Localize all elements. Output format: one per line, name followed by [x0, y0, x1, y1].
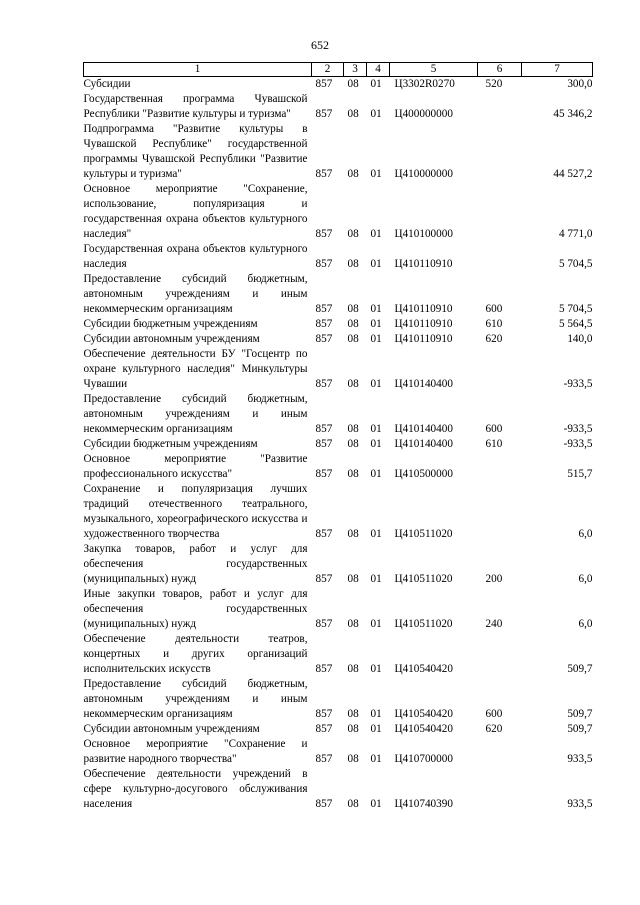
row-amount: 44 527,2	[553, 168, 593, 180]
row-name: Субсидии бюджетным учреждениям	[83, 438, 258, 450]
row-admin-code: 857	[315, 723, 333, 735]
row-amount: -933,5	[563, 438, 593, 450]
row-expense-type	[478, 347, 522, 392]
row-subsection: 01	[370, 528, 382, 540]
row-expense-type	[478, 767, 522, 812]
row-target-code: Ц410000000	[394, 168, 453, 180]
table-row	[84, 452, 593, 482]
row-subsection: 01	[370, 378, 382, 390]
row-subsection: 01	[370, 798, 382, 810]
row-admin-code: 857	[315, 318, 333, 330]
row-target-code: Ц410110910	[394, 303, 453, 315]
row-target-code: Ц410540420	[394, 708, 453, 720]
row-section: 08	[347, 618, 359, 630]
table-row	[84, 632, 593, 677]
row-expense-type	[478, 452, 522, 482]
row-subsection: 01	[370, 108, 382, 120]
row-subsection: 01	[370, 303, 382, 315]
row-amount: 515,7	[567, 468, 593, 480]
table-row	[84, 182, 593, 242]
table-row	[84, 677, 593, 722]
row-admin-code: 857	[315, 378, 333, 390]
row-subsection: 01	[370, 753, 382, 765]
row-expense-type	[478, 242, 522, 272]
row-subsection: 01	[370, 423, 382, 435]
row-amount: 5 704,5	[558, 258, 593, 270]
row-amount: 509,7	[567, 723, 593, 735]
row-subsection: 01	[370, 168, 382, 180]
row-subsection: 01	[370, 333, 382, 345]
row-expense-type: 610	[485, 318, 503, 330]
row-admin-code: 857	[315, 663, 333, 675]
row-name: Сохранение и популяризация лучших традиций отечественного театрального, музыкального, хореографического искусства и художественного творчества	[83, 483, 308, 540]
table-row	[84, 437, 593, 452]
column-header-4: 4	[367, 63, 390, 77]
row-amount: -933,5	[563, 378, 593, 390]
row-section: 08	[347, 663, 359, 675]
row-admin-code: 857	[315, 618, 333, 630]
row-amount: -933,5	[563, 423, 593, 435]
table-row	[84, 242, 593, 272]
row-admin-code: 857	[315, 798, 333, 810]
row-name: Основное мероприятие "Сохранение, использование, популяризация и государственная охрана объектов культурного наследия"	[83, 183, 308, 240]
row-target-code: Ц410511020	[394, 618, 453, 630]
row-name: Субсидии автономным учреждениям	[83, 723, 260, 735]
row-subsection: 01	[370, 438, 382, 450]
row-name: Государственная программа Чувашской Республики "Развитие культуры и туризма"	[83, 93, 308, 120]
row-target-code: Ц410740390	[394, 798, 453, 810]
row-admin-code: 857	[315, 468, 333, 480]
column-header-2: 2	[312, 63, 344, 77]
row-admin-code: 857	[315, 708, 333, 720]
row-name: Предоставление субсидий бюджетным, автономным учреждениям и иным некоммерческим организациям	[83, 393, 308, 435]
row-amount: 140,0	[567, 333, 593, 345]
row-name: Обеспечение деятельности учреждений в сфере культурно-досугового обслуживания населения	[83, 768, 308, 810]
row-admin-code: 857	[315, 438, 333, 450]
table-row	[84, 737, 593, 767]
row-expense-type: 620	[485, 333, 503, 345]
table-row	[84, 392, 593, 437]
row-name: Субсидии бюджетным учреждениям	[83, 318, 258, 330]
row-subsection: 01	[370, 618, 382, 630]
row-section: 08	[347, 333, 359, 345]
row-expense-type: 620	[485, 723, 503, 735]
row-section: 08	[347, 378, 359, 390]
row-section: 08	[347, 78, 359, 90]
row-expense-type: 610	[485, 438, 503, 450]
row-admin-code: 857	[315, 423, 333, 435]
row-section: 08	[347, 573, 359, 585]
row-amount: 300,0	[567, 78, 593, 90]
row-amount: 933,5	[567, 753, 593, 765]
row-expense-type	[478, 92, 522, 122]
row-subsection: 01	[370, 708, 382, 720]
row-name: Основное мероприятие "Сохранение и развитие народного творчества"	[83, 738, 308, 765]
row-expense-type	[478, 182, 522, 242]
table-row	[84, 587, 593, 632]
row-amount: 4 771,0	[558, 228, 593, 240]
page-number: 652	[311, 38, 329, 52]
row-amount: 6,0	[578, 618, 593, 630]
row-name: Предоставление субсидий бюджетным, автономным учреждениям и иным некоммерческим организациям	[83, 273, 308, 315]
row-name: Предоставление субсидий бюджетным, автономным учреждениям и иным некоммерческим организациям	[83, 678, 308, 720]
row-target-code: Ц3302R0270	[394, 78, 455, 90]
row-admin-code: 857	[315, 228, 333, 240]
row-name: Основное мероприятие "Развитие профессионального искусства"	[83, 453, 308, 480]
column-header-3: 3	[344, 63, 367, 77]
row-subsection: 01	[370, 78, 382, 90]
row-section: 08	[347, 708, 359, 720]
row-expense-type: 520	[485, 78, 503, 90]
row-expense-type: 600	[485, 708, 503, 720]
row-section: 08	[347, 318, 359, 330]
budget-table	[83, 62, 593, 812]
row-admin-code: 857	[315, 528, 333, 540]
row-amount: 6,0	[578, 573, 593, 585]
row-target-code: Ц410140400	[394, 378, 453, 390]
row-amount: 6,0	[578, 528, 593, 540]
table-row	[84, 722, 593, 737]
row-expense-type: 200	[485, 573, 503, 585]
row-target-code: Ц400000000	[394, 108, 453, 120]
row-section: 08	[347, 258, 359, 270]
table-row	[84, 92, 593, 122]
row-section: 08	[347, 468, 359, 480]
row-admin-code: 857	[315, 258, 333, 270]
row-subsection: 01	[370, 723, 382, 735]
row-section: 08	[347, 228, 359, 240]
column-header-6: 6	[478, 63, 522, 77]
table-row	[84, 122, 593, 182]
row-section: 08	[347, 303, 359, 315]
row-amount: 5 564,5	[558, 318, 593, 330]
row-section: 08	[347, 423, 359, 435]
row-target-code: Ц410100000	[394, 228, 453, 240]
row-expense-type: 240	[485, 618, 503, 630]
table-body	[84, 77, 593, 813]
row-expense-type	[478, 482, 522, 542]
table-header	[84, 63, 593, 77]
row-section: 08	[347, 798, 359, 810]
row-section: 08	[347, 438, 359, 450]
row-amount: 45 346,2	[553, 108, 593, 120]
column-header-5: 5	[390, 63, 478, 77]
row-subsection: 01	[370, 228, 382, 240]
row-admin-code: 857	[315, 108, 333, 120]
table-row	[84, 482, 593, 542]
row-section: 08	[347, 168, 359, 180]
row-name: Обеспечение деятельности театров, концертных и других организаций исполнительских искусств	[83, 633, 308, 675]
row-name: Подпрограмма "Развитие культуры в Чувашской Республике" государственной программы Чувашской Республики "Развитие культуры и туризма"	[83, 123, 308, 180]
row-admin-code: 857	[315, 168, 333, 180]
table-row	[84, 77, 593, 93]
column-header-1: 1	[84, 63, 312, 77]
row-name: Закупка товаров, работ и услуг для обеспечения государственных (муниципальных) нужд	[83, 543, 308, 585]
row-target-code: Ц410511020	[394, 573, 453, 585]
row-target-code: Ц410140400	[394, 438, 453, 450]
row-expense-type: 600	[485, 303, 503, 315]
row-admin-code: 857	[315, 753, 333, 765]
table-row	[84, 542, 593, 587]
row-name: Субсидии	[83, 78, 131, 90]
row-expense-type	[478, 737, 522, 767]
row-admin-code: 857	[315, 78, 333, 90]
row-amount: 509,7	[567, 708, 593, 720]
row-subsection: 01	[370, 663, 382, 675]
row-section: 08	[347, 108, 359, 120]
row-subsection: 01	[370, 318, 382, 330]
row-target-code: Ц410700000	[394, 753, 453, 765]
row-target-code: Ц410540420	[394, 663, 453, 675]
row-subsection: 01	[370, 258, 382, 270]
row-amount: 509,7	[567, 663, 593, 675]
row-target-code: Ц410511020	[394, 528, 453, 540]
row-admin-code: 857	[315, 573, 333, 585]
row-subsection: 01	[370, 468, 382, 480]
row-name: Обеспечение деятельности БУ "Госцентр по охране культурного наследия" Минкультуры Чувашии	[83, 348, 308, 390]
table-row	[84, 767, 593, 812]
row-name: Государственная охрана объектов культурного наследия	[83, 243, 308, 270]
row-expense-type	[478, 122, 522, 182]
table-row	[84, 347, 593, 392]
row-target-code: Ц410110910	[394, 318, 453, 330]
row-admin-code: 857	[315, 303, 333, 315]
row-target-code: Ц410110910	[394, 258, 453, 270]
table-row	[84, 332, 593, 347]
row-name: Иные закупки товаров, работ и услуг для обеспечения государственных (муниципальных) нужд	[83, 588, 308, 630]
row-target-code: Ц410500000	[394, 468, 453, 480]
row-amount: 933,5	[567, 798, 593, 810]
row-target-code: Ц410110910	[394, 333, 453, 345]
row-expense-type	[478, 632, 522, 677]
row-subsection: 01	[370, 573, 382, 585]
table-row	[84, 272, 593, 317]
column-header-7: 7	[522, 63, 593, 77]
row-name: Субсидии автономным учреждениям	[83, 333, 260, 345]
row-section: 08	[347, 528, 359, 540]
row-amount: 5 704,5	[558, 303, 593, 315]
row-target-code: Ц410140400	[394, 423, 453, 435]
row-target-code: Ц410540420	[394, 723, 453, 735]
row-expense-type: 600	[485, 423, 503, 435]
table-row	[84, 317, 593, 332]
row-admin-code: 857	[315, 333, 333, 345]
row-section: 08	[347, 723, 359, 735]
row-section: 08	[347, 753, 359, 765]
